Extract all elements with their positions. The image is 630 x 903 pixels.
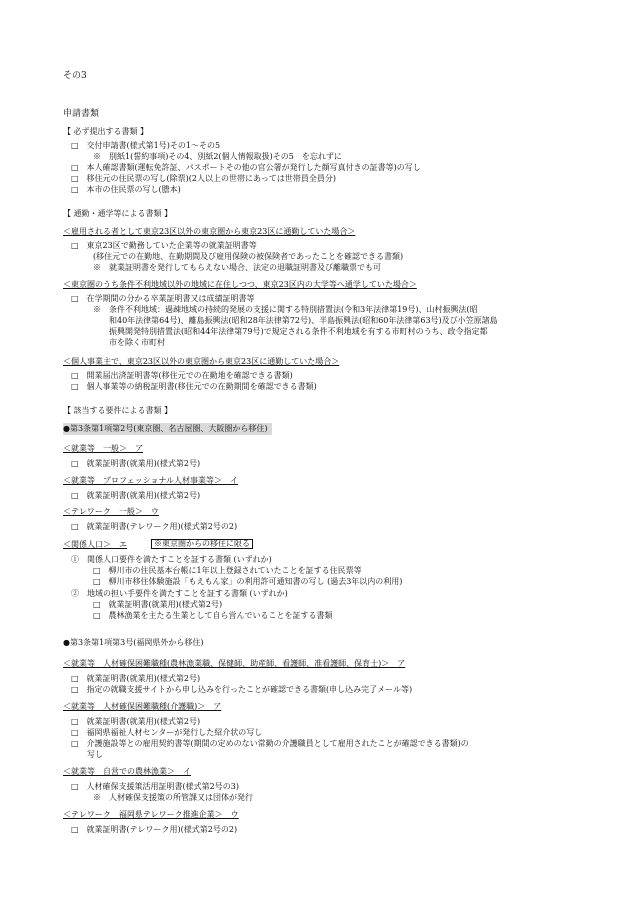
case-heading: ＜テレワーク 一般＞ ウ	[63, 507, 159, 516]
note: 市を除く市町村	[109, 338, 165, 347]
checklist-item: □ 就業証明書(就業用)(様式第2号)	[71, 491, 201, 500]
checklist-item-continued: 写し	[87, 750, 103, 759]
checklist-item: □ 就業証明書(就業用)(様式第2号)	[71, 459, 201, 468]
note: 振興開発特別措置法(昭和44年法律第79号)で規定される条件不利地域を有する市町村のうち、政令指定都	[109, 327, 488, 336]
checklist-item: □ 柳川市移住体験施設「もえもん家」の利用許可通知書の写し (過去3年以内の利用)	[93, 577, 403, 586]
checklist-item: □ 個人事業等の納税証明書(移住元での在勤期間を確認できる書類)	[71, 382, 317, 391]
case-heading: ＜就業等 プロフェッショナル人材事業等＞ イ	[63, 476, 239, 485]
numbered-item: ① 関係人口要件を満たすことを証する書類 (いずれか)	[71, 555, 272, 564]
checklist-item: □ 就業証明書(就業用)(様式第2号)	[71, 674, 201, 683]
section-heading: 【 必ず提出する書類 】	[63, 127, 149, 136]
checklist-item: □ 就業証明書(就業用)(様式第2号)	[71, 717, 201, 726]
checklist-item: □ 農林漁業を主たる生業として自ら営んでいることを証する書類	[93, 611, 333, 620]
page-title: 申請書類	[63, 109, 100, 119]
case-heading: ＜雇用される者として東京23区以外の東京圏から東京23区に通勤していた場合＞	[63, 227, 356, 236]
case-heading: ＜就業等 自営での農林漁業＞ イ	[63, 767, 191, 776]
checklist-item: □ 柳川市の住民基本台帳に1年以上登録されていたことを証する住民票等	[93, 566, 362, 575]
checklist-item: □ 介護施設等との雇用契約書等(期間の定めのない常勤の介護職員として雇用されたことが確認できる書類)の	[71, 739, 469, 748]
checklist-item: □ 人材確保支援策活用証明書(様式第2号の3)	[71, 782, 239, 791]
restriction-badge: ※東京圏からの移住に限る	[151, 539, 253, 549]
requirement-heading: ●第3条第1項第3号(福岡県外から移住)	[63, 638, 204, 647]
section-heading: 【 通勤・通学等による書類 】	[63, 209, 173, 218]
checklist-item: □ 開業届出済証明書等(移住元での在勤地を確認できる書類)	[71, 371, 293, 380]
checklist-item: □ 福岡県福祉人材センターが発行した紹介状の写し	[71, 728, 263, 737]
checklist-item: □ 東京23区で勤務していた企業等の就業証明書等	[71, 241, 257, 250]
checklist-item: □ 交付申請書(様式第1号)その1～その5	[71, 141, 221, 150]
checklist-item: □ 本人確認書類(運転免許証、パスポートその他の官公署が発行した顔写真付きの証書等)の写し	[71, 163, 421, 172]
case-heading: ＜就業等 人材確保困難職種(農林漁業職、保健師、助産師、看護師、准看護師、保育士)＞ ア	[63, 659, 406, 668]
note: 和40年法律第64号)、離島振興法(昭和28年法律第72号)、半島振興法(昭和60年法律第63号)及び小笠原諸島	[109, 316, 498, 325]
requirement-heading: ●第3条第1項第2号(東京圏、名古屋圏、大阪圏から移住)	[63, 423, 272, 435]
case-heading: ＜個人事業主で、東京23区以外の東京圏から東京23区に通勤していた場合＞	[63, 357, 340, 366]
checklist-item: □ 就業証明書(テレワーク用)(様式第2号の2)	[71, 825, 238, 834]
checklist-item: □ 在学期間の分かる卒業証明書又は成績証明書等	[71, 294, 255, 303]
checklist-item: □ 移住元の住民票の写し(除票)(2人以上の世帯にあっては世帯員全員分)	[71, 174, 337, 183]
checklist-item: □ 就業証明書(テレワーク用)(様式第2号の2)	[71, 522, 238, 531]
page-number: その3	[63, 71, 87, 81]
note: ※ 人材確保支援策の所管課又は団体が発行	[93, 793, 253, 802]
note: (移住元での在勤地、在勤期間及び雇用保険の被保険者であったことを確認できる書類)	[93, 252, 404, 261]
note: ※ 就業証明書を発行してもらえない場合、法定の退職証明書及び離職票でも可	[93, 263, 381, 272]
note: ※ 別紙1(誓約事項)その4、別紙2(個人情報取扱)その5 を忘れずに	[93, 152, 342, 161]
case-heading: ＜関係人口＞ エ	[63, 540, 127, 549]
checklist-item: □ 就業証明書(就業用)(様式第2号)	[93, 600, 223, 609]
case-heading: ＜東京圏のうち条件不利地域以外の地域に在住しつつ、東京23区内の大学等へ通学していた場合＞	[63, 280, 417, 289]
checklist-item: □ 本市の住民票の写し(謄本)	[71, 185, 181, 194]
section-heading: 【 該当する要件による書類 】	[63, 406, 173, 415]
case-heading: ＜就業等 一般＞ ア	[63, 444, 143, 453]
case-heading: ＜就業等 人材確保困難職種(介護職)＞ ア	[63, 702, 222, 711]
checklist-item: □ 指定の就職支援サイトから申し込みを行ったことが確認できる書類(申し込み完了メール等)	[71, 685, 413, 694]
numbered-item: ② 地域の担い手要件を満たすことを証する書類 (いずれか)	[71, 589, 288, 598]
case-heading: ＜テレワーク 福岡県テレワーク推進企業＞ ウ	[63, 810, 239, 819]
note: ※ 条件不利地域：過疎地域の持続的発展の支援に関する特別措置法(令和3年法律第19号)、山村振興法(昭	[93, 305, 478, 314]
